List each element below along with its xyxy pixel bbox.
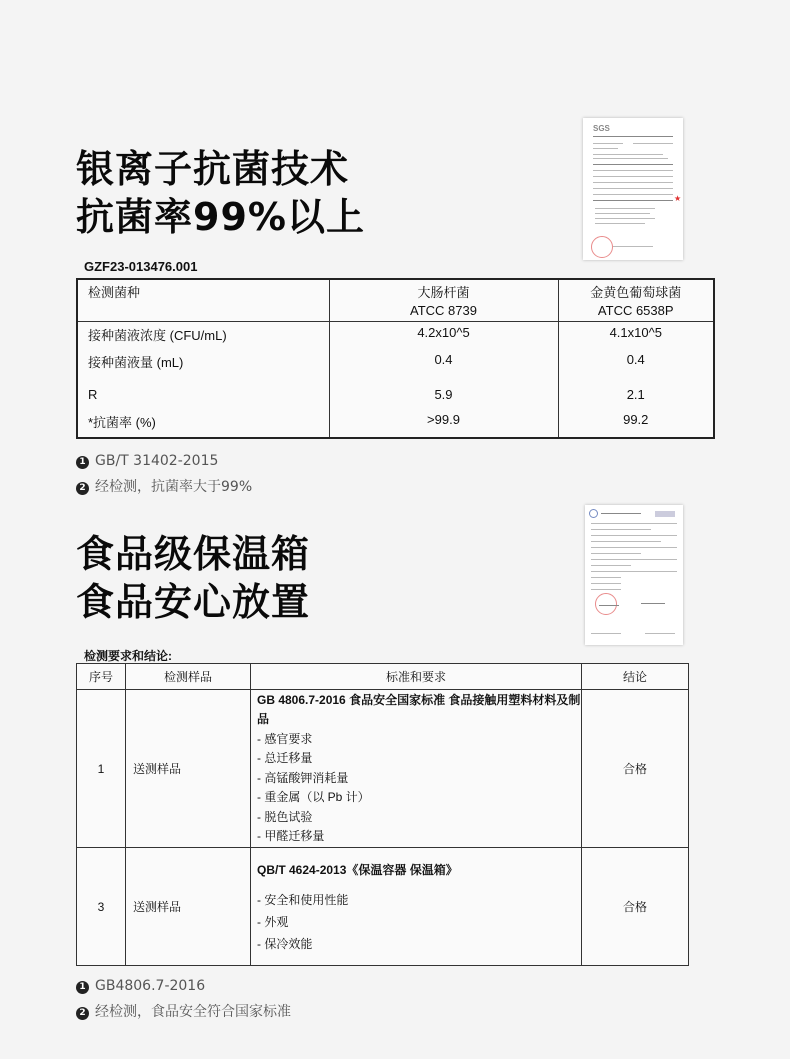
standard-cell: GB 4806.7-2016 食品安全国家标准 食品接触用塑料材料及制品 - 感官要求 - 总迁移量 - 高锰酸钾消耗量 - 重金属（以 Pb 计） - 脱色试验 - 甲醛迁移量	[251, 690, 582, 848]
standard-cell: QB/T 4624-2013《保温容器 保温箱》 - 安全和使用性能 - 外观 - 保冷效能	[251, 848, 582, 966]
table-row: 接种菌液量 (mL) 0.4 0.4	[77, 349, 714, 377]
stamp-seal	[595, 593, 617, 615]
stamp-seal	[591, 236, 613, 258]
note-result: 2 经检测，食品安全符合国家标准	[76, 1001, 291, 1021]
report-code: GZF23-013476.001	[84, 259, 198, 274]
headline-line-2: 食品安心放置	[76, 580, 311, 624]
header-ecoli: 大肠杆菌 ATCC 8739	[329, 279, 558, 321]
headline-line-1: 银离子抗菌技术	[76, 147, 350, 191]
table-row: 1 送测样品 GB 4806.7-2016 食品安全国家标准 食品接触用塑料材料及制品 - 感官要求 - 总迁移量 - 高锰酸钾消耗量 - 重金属（以 Pb 计） - 脱色试验 - 甲醛迁移量 合格	[77, 690, 689, 848]
sgs-report-thumbnail	[583, 118, 683, 260]
food-safety-test-table	[76, 663, 689, 966]
sgs-logo: SGS	[593, 124, 610, 133]
table-row: *抗菌率 (%) >99.9 99.2	[77, 410, 714, 438]
header-staph: 金黄色葡萄球菌 ATCC 6538P	[558, 279, 714, 321]
red-star-icon: ★	[674, 194, 682, 203]
table-row: 接种菌液浓度 (CFU/mL) 4.2x10^5 4.1x10^5	[77, 321, 714, 349]
food-report-thumbnail	[585, 505, 683, 645]
table-row: R 5.9 2.1	[77, 376, 714, 410]
antibacterial-headline	[76, 145, 365, 241]
org-logo-icon	[589, 509, 598, 518]
headline-line-2: 抗菌率99%以上	[76, 195, 365, 239]
test-requirements-label: 检测要求和结论:	[84, 649, 172, 663]
table-header-row: 序号 检测样品 标准和要求 结论	[77, 664, 689, 690]
table-header-row	[77, 279, 714, 321]
note-standard: 1 GB/T 31402-2015	[76, 453, 218, 469]
note-result: 2 经检测，抗菌率大于99%	[76, 476, 252, 496]
headline-line-1: 食品级保温箱	[76, 532, 311, 576]
table-row: 3 送测样品 QB/T 4624-2013《保温容器 保温箱》 - 安全和使用性能 - 外观 - 保冷效能 合格	[77, 848, 689, 966]
antibacterial-test-table	[76, 278, 715, 439]
header-strain-label: 检测菌种	[77, 279, 329, 321]
note-standard: 1 GB4806.7-2016	[76, 978, 205, 994]
food-grade-headline	[76, 530, 310, 626]
